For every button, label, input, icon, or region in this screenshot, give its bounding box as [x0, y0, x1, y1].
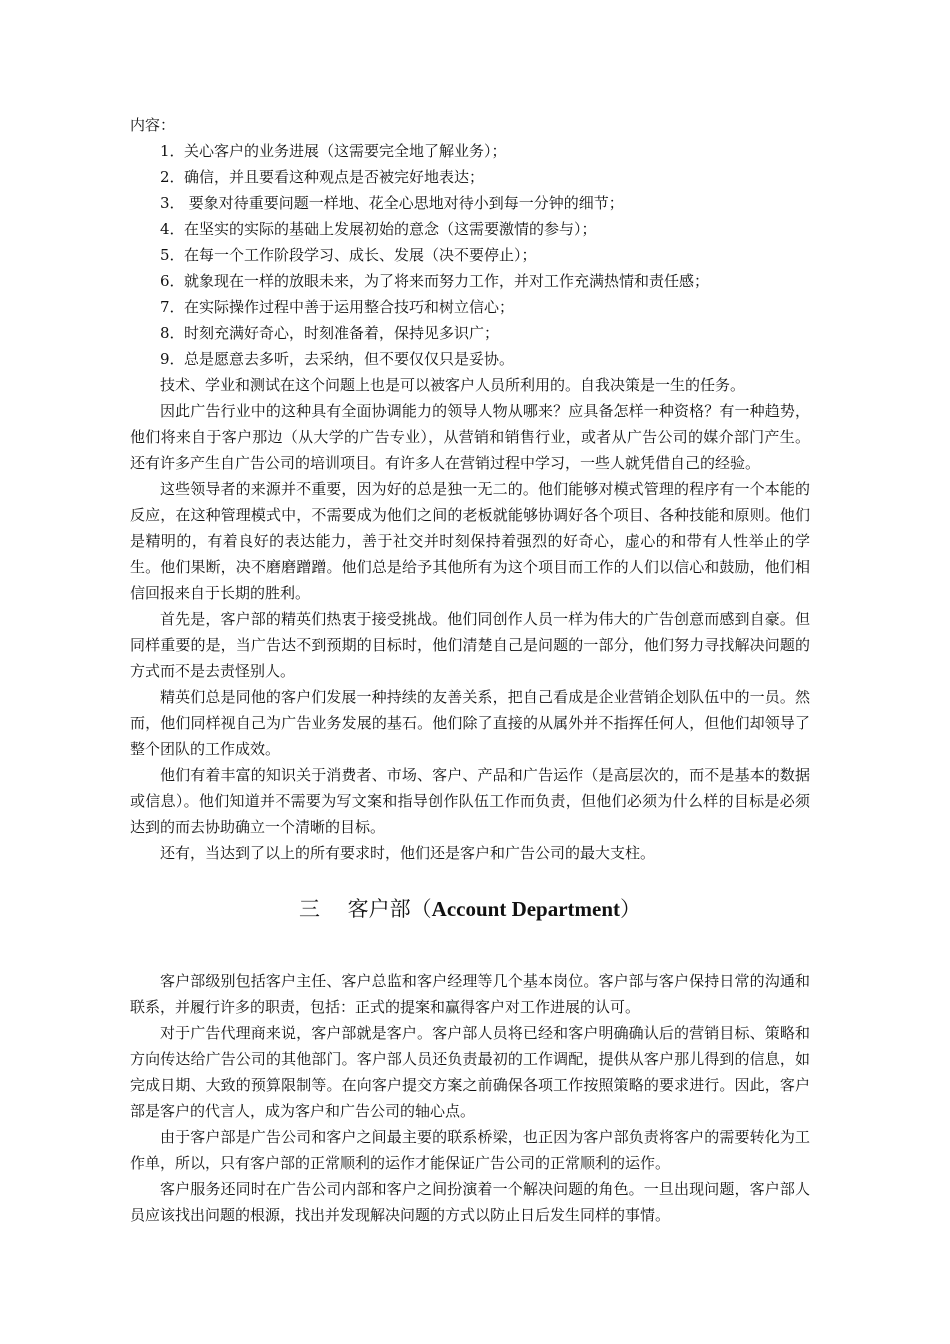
- paragraph: 由于客户部是广告公司和客户之间最主要的联系桥梁，也正因为客户部负责将客户的需要转化为工作单，所以，只有客户部的正常顺利的运作才能保证广告公司的正常顺利的运作。: [130, 1128, 810, 1172]
- body-section-1: [130, 372, 810, 866]
- list-item-number: 6．: [160, 272, 185, 290]
- list-item-number: 5．: [160, 246, 185, 264]
- list-item-text: 总是愿意去多听，去采纳，但不要仅仅只是妥协。: [184, 350, 515, 368]
- list-item: [130, 320, 810, 346]
- section-title-cn: 客户部（: [347, 897, 432, 921]
- intro-label: 内容：: [130, 116, 176, 134]
- list-item-text: 确信，并且要看这种观点是否被完好地表达；: [184, 168, 485, 186]
- list-item: [130, 268, 810, 294]
- list-item-number: 2．: [160, 168, 185, 186]
- list-item: [130, 242, 810, 268]
- list-item: [130, 190, 810, 216]
- section-heading: [130, 894, 810, 924]
- list-item: [130, 138, 810, 164]
- paragraph: 客户服务还同时在广告公司内部和客户之间扮演着一个解决问题的角色。一旦出现问题，客户部人员应该找出问题的根源，找出并发现解决问题的方式以防止日后发生同样的事情。: [130, 1180, 810, 1224]
- paragraph: 客户部级别包括客户主任、客户总监和客户经理等几个基本岗位。客户部与客户保持日常的沟通和联系，并履行许多的职责，包括：正式的提案和赢得客户对工作进展的认可。: [130, 972, 810, 1016]
- list-item: [130, 216, 810, 242]
- list-item-text: 要象对待重要问题一样地、花全心思地对待小到每一分钟的细节；: [184, 194, 624, 212]
- list-item-number: 9．: [160, 350, 185, 368]
- list-item-text: 关心客户的业务进展（这需要完全地了解业务）；: [184, 142, 507, 160]
- qualities-list: [130, 138, 810, 372]
- paragraph: 对于广告代理商来说，客户部就是客户。客户部人员将已经和客户明确确认后的营销目标、策略和方向传达给广告公司的其他部门。客户部人员还负责最初的工作调配，提供从客户那儿得到的信息，如完成日期、大致的预算限制等。在向客户提交方案之前确保各项工作按照策略的要求进行。因此，客户部是客户的代言人，成为客户和广告公司的轴心点。: [130, 1024, 810, 1120]
- section-number: 三: [298, 897, 320, 921]
- paragraph: 还有，当达到了以上的所有要求时，他们还是客户和广告公司的最大支柱。: [160, 844, 656, 862]
- list-item-number: 8．: [160, 324, 185, 342]
- paragraph: 他们有着丰富的知识关于消费者、市场、客户、产品和广告运作（是高层次的，而不是基本的数据或信息）。他们知道并不需要为写文案和指导创作队伍工作而负责，但他们必须为什么样的目标是必须达到的而去协助确立一个清晰的目标。: [130, 766, 810, 836]
- section-title-close: ）: [620, 897, 642, 921]
- list-item-text: 就象现在一样的放眼未来，为了将来而努力工作，并对工作充满热情和责任感；: [184, 272, 710, 290]
- paragraph: 精英们总是同他的客户们发展一种持续的友善关系，把自己看成是企业营销企划队伍中的一员。然而，他们同样视自己为广告业务发展的基石。他们除了直接的从属外并不指挥任何人，但他们却领导了整个团队的工作成效。: [130, 688, 810, 758]
- list-item-number: 3．: [160, 194, 185, 212]
- list-item-text: 在实际操作过程中善于运用整合技巧和树立信心；: [184, 298, 515, 316]
- list-item: [130, 294, 810, 320]
- list-item-text: 在每一个工作阶段学习、成长、发展（决不要停止）；: [184, 246, 537, 264]
- list-item: [130, 164, 810, 190]
- list-item-number: 7．: [160, 298, 185, 316]
- section-title-en: Account Department: [431, 897, 621, 921]
- paragraph: 技术、学业和测试在这个问题上也是可以被客户人员所利用的。自我决策是一生的任务。: [160, 376, 746, 394]
- list-item-number: 1．: [160, 142, 185, 160]
- paragraph: 这些领导者的来源并不重要，因为好的总是独一无二的。他们能够对模式管理的程序有一个本能的反应，在这种管理模式中，不需要成为他们之间的老板就能够协调好各个项目、各种技能和原则。他们是精明的，有着良好的表达能力，善于社交并时刻保持着强烈的好奇心，虚心的和带有人性举止的学生。他们果断，决不磨磨蹭蹭。他们总是给予其他所有为这个项目而工作的人们以信心和鼓励，他们相信回报来自于长期的胜利。: [130, 480, 810, 602]
- list-item: [130, 346, 810, 372]
- list-item-text: 在坚实的实际的基础上发展初始的意念（这需要激情的参与）；: [184, 220, 597, 238]
- body-section-2: [130, 968, 810, 1228]
- paragraph: 因此广告行业中的这种具有全面协调能力的领导人物从哪来？应具备怎样一种资格？有一种趋势，他们将来自于客户那边（从大学的广告专业），从营销和销售行业，或者从广告公司的媒介部门产生。还有许多产生自广告公司的培训项目。有许多人在营销过程中学习，一些人就凭借自己的经验。: [130, 402, 810, 472]
- list-item-number: 4．: [160, 220, 185, 238]
- paragraph: 首先是，客户部的精英们热衷于接受挑战。他们同创作人员一样为伟大的广告创意而感到自豪。但同样重要的是，当广告达不到预期的目标时，他们清楚自己是问题的一部分，他们努力寻找解决问题的方式而不是去责怪别人。: [130, 610, 810, 680]
- list-item-text: 时刻充满好奇心，时刻准备着，保持见多识广；: [184, 324, 500, 342]
- document-page: [130, 112, 810, 1228]
